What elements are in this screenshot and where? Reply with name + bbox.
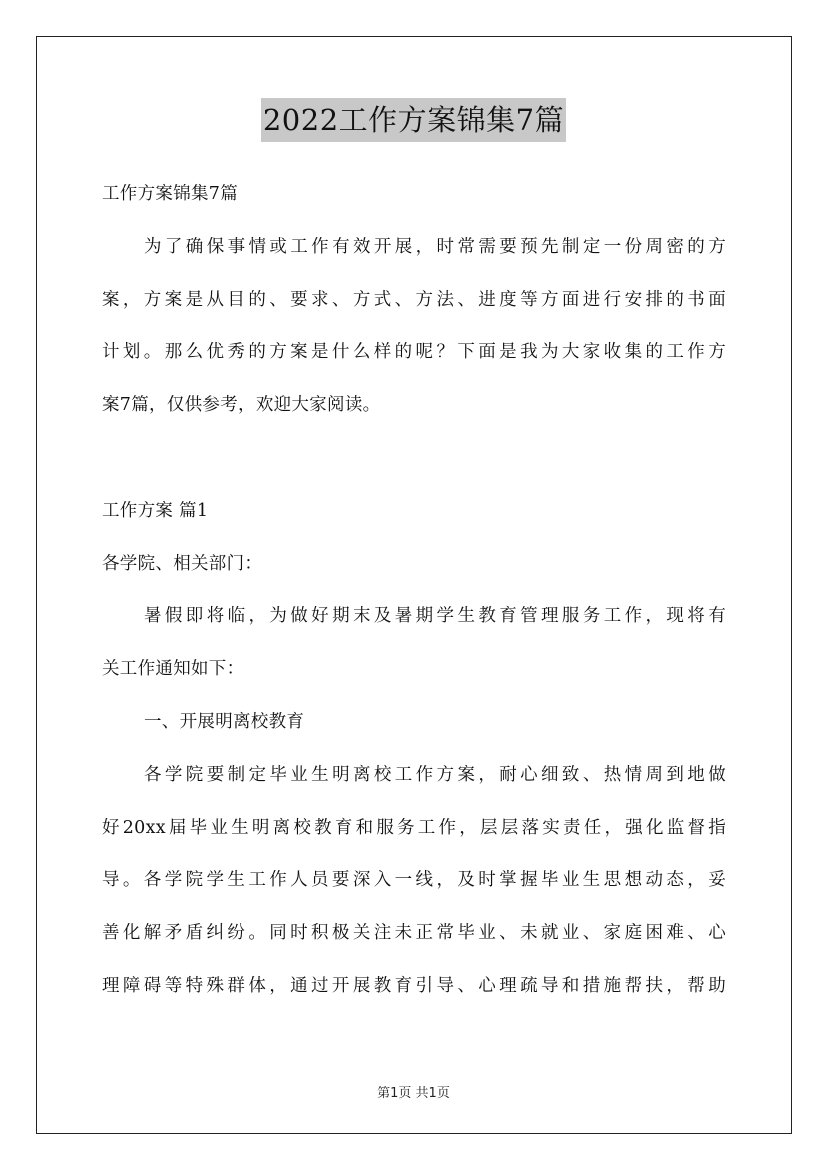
item-heading: 一、开展明离校教育 xyxy=(144,711,305,732)
intro-line: 计划。那么优秀的方案是什么样的呢？下面是我为大家收集的工作方 xyxy=(102,342,726,363)
body-line: 各学院要制定毕业生明离校工作方案，耐心细致、热情周到地做 xyxy=(144,764,726,785)
body-line: 导。各学院学生工作人员要深入一线，及时掌握毕业生思想动态，妥 xyxy=(102,870,726,891)
intro-line: 案，方案是从目的、要求、方式、方法、进度等方面进行安排的书面 xyxy=(102,289,726,310)
document-title: 2022工作方案锦集7篇 xyxy=(261,98,566,142)
body-line: 善化解矛盾纠纷。同时积极关注未正常毕业、未就业、家庭困难、心 xyxy=(102,923,726,944)
intro-line: 案7篇，仅供参考，欢迎大家阅读。 xyxy=(102,395,381,416)
salutation: 各学院、相关部门： xyxy=(102,553,263,574)
page-footer: 第1页 共1页 xyxy=(377,1086,450,1101)
title-container xyxy=(0,98,827,142)
body-line: 理障碍等特殊群体，通过开展教育引导、心理疏导和措施帮扶，帮助 xyxy=(102,975,726,996)
intro-line: 为了确保事情或工作有效开展，时常需要预先制定一份周密的方 xyxy=(144,236,726,257)
section-heading: 工作方案 篇1 xyxy=(102,500,209,521)
body-line: 好20xx届毕业生明离校教育和服务工作，层层落实责任，强化监督指 xyxy=(102,817,726,838)
subtitle: 工作方案锦集7篇 xyxy=(102,184,239,204)
paragraph-gap xyxy=(102,432,726,485)
notice-line: 暑假即将临，为做好期末及暑期学生教育管理服务工作，现将有 xyxy=(144,606,726,627)
document-body xyxy=(102,168,726,1013)
notice-line: 关工作通知如下： xyxy=(102,659,245,680)
